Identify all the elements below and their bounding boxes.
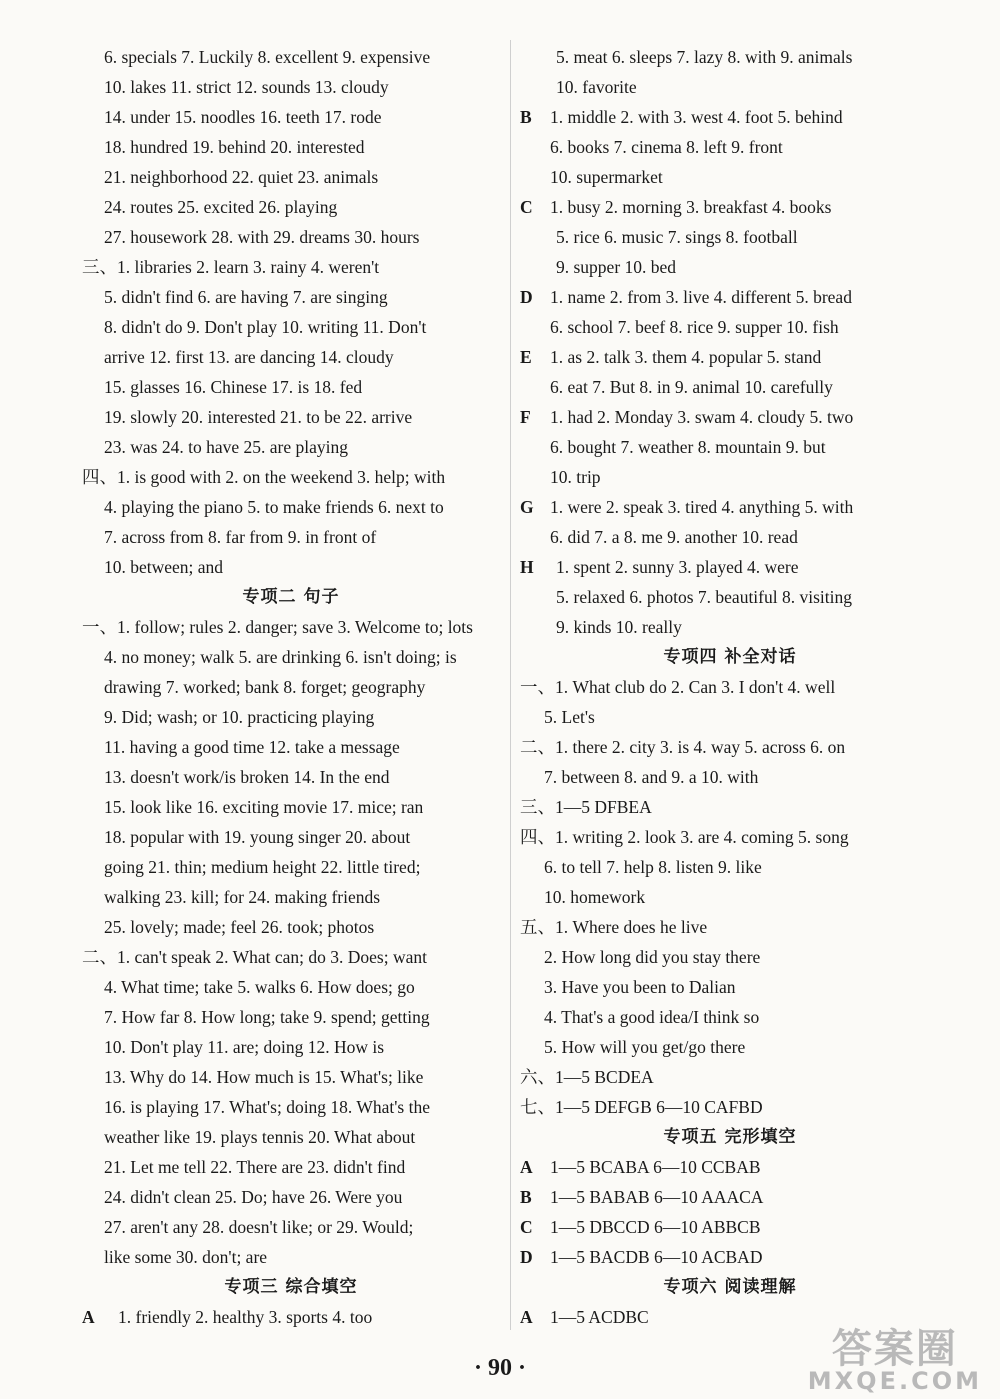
answer-text: 9. Did; wash; or 10. practicing playing [104,707,375,727]
part-marker: B [520,107,532,127]
answer-line [520,342,940,372]
part-marker: C [520,197,533,217]
answer-text: 13. doesn't work/is broken 14. In the end [104,767,390,787]
answer-line [520,1152,940,1182]
answer-text: 10. Don't play 11. are; doing 12. How is [104,1037,385,1057]
answer-line [520,522,940,552]
answer-text: 10. supermarket [550,167,663,187]
right-answer-column [520,42,940,1332]
answer-text: 7. between 8. and 9. a 10. with [544,767,759,787]
part-marker: B [520,1187,532,1207]
answer-line [520,72,940,102]
part-marker: H [520,557,534,577]
answer-text: 6. bought 7. weather 8. mountain 9. but [550,437,826,457]
answer-text: 三、1—5 DFBEA [520,797,652,817]
answer-text: 二、1. there 2. city 3. is 4. way 5. across 6. on [520,737,846,757]
answer-text: 四、1. writing 2. look 3. are 4. coming 5. song [520,827,849,847]
answer-line [82,102,500,132]
answer-line [520,1062,940,1092]
answer-text: 18. popular with 19. young singer 20. about [104,827,411,847]
answer-line [82,372,500,402]
answer-line [82,1122,500,1152]
answer-text: arrive 12. first 13. are dancing 14. cloudy [104,347,394,367]
answer-line [82,432,500,462]
answer-line [82,1002,500,1032]
answer-text: 21. Let me tell 22. There are 23. didn't find [104,1157,406,1177]
section-heading: 专项二 句子 [242,587,340,607]
answer-line [520,762,940,792]
section-heading: 专项六 阅读理解 [663,1277,797,1297]
answer-text: 5. relaxed 6. photos 7. beautiful 8. visiting [556,587,852,607]
answer-line [82,882,500,912]
answer-line [520,372,940,402]
answer-line [82,1152,500,1182]
section-heading: 专项五 完形填空 [663,1127,797,1147]
answer-line [82,732,500,762]
answer-text: drawing 7. worked; bank 8. forget; geography [104,677,426,697]
answer-text: 1. as 2. talk 3. them 4. popular 5. stand [550,347,822,367]
answer-line [520,462,940,492]
answer-line [82,522,500,552]
answer-text: 1. were 2. speak 3. tired 4. anything 5. with [550,497,854,517]
part-marker: A [520,1307,533,1327]
left-answer-column [82,42,500,1332]
part-marker: A [82,1307,95,1327]
answer-text: like some 30. don't; are [104,1247,268,1267]
answer-text: going 21. thin; medium height 22. little tired; [104,857,421,877]
answer-text: 1—5 DBCCD 6—10 ABBCB [550,1217,761,1237]
page-number: · 90 · [473,1355,526,1381]
site-watermark [807,1326,982,1395]
answer-text: 1. spent 2. sunny 3. played 4. were [556,557,799,577]
answer-text: 24. routes 25. excited 26. playing [104,197,338,217]
answer-line [82,402,500,432]
answer-line [82,792,500,822]
answer-text: 1—5 BCABA 6—10 CCBAB [550,1157,761,1177]
answer-line [82,192,500,222]
part-marker: E [520,347,532,367]
answer-line [82,132,500,162]
answer-text: 27. housework 28. with 29. dreams 30. hours [104,227,420,247]
answer-text: 1. busy 2. morning 3. breakfast 4. books [550,197,832,217]
answer-line [82,552,500,582]
answer-line [520,1182,940,1212]
answer-line [520,882,940,912]
answer-text: 5. How will you get/go there [544,1037,746,1057]
answer-text: 15. glasses 16. Chinese 17. is 18. fed [104,377,363,397]
answer-line [520,1242,940,1272]
answer-text: 9. kinds 10. really [556,617,682,637]
answer-text: 1. middle 2. with 3. west 4. foot 5. behind [550,107,843,127]
answer-line [82,252,500,282]
answer-text: 10. trip [550,467,601,487]
answer-line [82,912,500,942]
answer-text: 21. neighborhood 22. quiet 23. animals [104,167,379,187]
answer-line [82,462,500,492]
answer-line [520,432,940,462]
answer-text: 4. no money; walk 5. are drinking 6. isn't doing; is [104,647,457,667]
part-marker: A [520,1157,533,1177]
answer-line [82,492,500,522]
answer-text: 14. under 15. noodles 16. teeth 17. rode [104,107,382,127]
answer-text: 13. Why do 14. How much is 15. What's; like [104,1067,424,1087]
answer-line [520,222,940,252]
answer-line [520,402,940,432]
answer-text: 1—5 BACDB 6—10 ACBAD [550,1247,763,1267]
answer-text: 4. What time; take 5. walks 6. How does; go [104,977,415,997]
answer-line [520,672,940,702]
answer-line [82,612,500,642]
section-heading: 专项四 补全对话 [663,647,797,667]
part-marker: G [520,497,534,517]
answer-line [520,1092,940,1122]
answer-text: 七、1—5 DEFGB 6—10 CAFBD [520,1097,763,1117]
answer-text: 6. did 7. a 8. me 9. another 10. read [550,527,798,547]
answer-text: 6. school 7. beef 8. rice 9. supper 10. fish [550,317,839,337]
answer-text: 六、1—5 BCDEA [520,1067,654,1087]
part-marker: F [520,407,531,427]
answer-text: 10. lakes 11. strict 12. sounds 13. cloudy [104,77,389,97]
answer-text: 23. was 24. to have 25. are playing [104,437,348,457]
answer-text: 4. That's a good idea/I think so [544,1007,760,1027]
answer-line [82,342,500,372]
answer-line [520,702,940,732]
answer-text: 5. rice 6. music 7. sings 8. football [556,227,798,247]
answer-line [82,1242,500,1272]
answer-text: 18. hundred 19. behind 20. interested [104,137,365,157]
answer-text: 16. is playing 17. What's; doing 18. What's the [104,1097,430,1117]
answer-line [520,1032,940,1062]
answer-text: 4. playing the piano 5. to make friends 6. next to [104,497,444,517]
answer-line [82,222,500,252]
answer-text: 一、1. What club do 2. Can 3. I don't 4. well [520,677,836,697]
answer-line [520,102,940,132]
answer-line [520,792,940,822]
answer-text: 19. slowly 20. interested 21. to be 22. arrive [104,407,413,427]
answer-text: 二、1. can't speak 2. What can; do 3. Does; want [82,947,427,967]
answer-text: 25. lovely; made; feel 26. took; photos [104,917,375,937]
answer-text: 10. homework [544,887,646,907]
answer-line [82,762,500,792]
answer-text: 10. favorite [556,77,637,97]
answer-line [82,162,500,192]
answer-text: 5. meat 6. sleeps 7. lazy 8. with 9. animals [556,47,853,67]
answer-line [82,72,500,102]
answer-line [82,672,500,702]
section-heading: 专项三 综合填空 [224,1277,358,1297]
answer-text: 15. look like 16. exciting movie 17. mice; ran [104,797,424,817]
answer-line [520,42,940,72]
answer-text: 1. friendly 2. healthy 3. sports 4. too [118,1307,373,1327]
answer-line [520,1212,940,1242]
answer-text: 6. books 7. cinema 8. left 9. front [550,137,783,157]
answer-line [520,612,940,642]
answer-text: 四、1. is good with 2. on the weekend 3. help; with [82,467,446,487]
answer-line [520,1002,940,1032]
answer-line [82,822,500,852]
part-marker: C [520,1217,533,1237]
answer-line [82,1032,500,1062]
answer-line [82,642,500,672]
answer-text: 6. specials 7. Luckily 8. excellent 9. expensive [104,47,431,67]
answer-text: 三、1. libraries 2. learn 3. rainy 4. weren't [82,257,380,277]
answer-line [520,192,940,222]
answer-text: 1. name 2. from 3. live 4. different 5. bread [550,287,852,307]
answer-text: 1. had 2. Monday 3. swam 4. cloudy 5. two [550,407,854,427]
answer-text: 一、1. follow; rules 2. danger; save 3. Welcome to; lots [82,617,473,637]
answer-text: 24. didn't clean 25. Do; have 26. Were you [104,1187,403,1207]
watermark-url-text: MXQE.COM [807,1367,982,1395]
answer-text: 1—5 ACDBC [550,1307,649,1327]
answer-text: 9. supper 10. bed [556,257,677,277]
answer-text: 6. to tell 7. help 8. listen 9. like [544,857,762,877]
part-marker: D [520,287,533,307]
answer-text: 5. Let's [544,707,595,727]
answer-text: 7. across from 8. far from 9. in front of [104,527,377,547]
answer-line [82,852,500,882]
answer-line [520,582,940,612]
answer-line [520,312,940,342]
answer-line [82,282,500,312]
answer-line [82,702,500,732]
answer-line [82,312,500,342]
answer-line [82,972,500,1002]
answer-line [520,552,940,582]
answer-text: 6. eat 7. But 8. in 9. animal 10. carefully [550,377,833,397]
answer-text: weather like 19. plays tennis 20. What about [104,1127,416,1147]
answer-line [520,822,940,852]
answer-line [82,1212,500,1242]
answer-line [82,942,500,972]
answer-line [520,942,940,972]
answer-text: 7. How far 8. How long; take 9. spend; getting [104,1007,430,1027]
answer-text: 8. didn't do 9. Don't play 10. writing 11. Don't [104,317,427,337]
answer-line [520,162,940,192]
answer-line [520,972,940,1002]
answer-text: 2. How long did you stay there [544,947,761,967]
answer-text: 27. aren't any 28. doesn't like; or 29. Would; [104,1217,414,1237]
answer-line [82,42,500,72]
answer-line [82,1092,500,1122]
answer-text: 五、1. Where does he live [520,917,708,937]
answer-text: 11. having a good time 12. take a message [104,737,400,757]
answer-line [520,852,940,882]
answer-line [82,1062,500,1092]
answer-line [82,1182,500,1212]
answer-line [520,132,940,162]
part-marker: D [520,1247,533,1267]
column-divider [510,40,511,1330]
answer-line [520,282,940,312]
answer-line [520,912,940,942]
answer-line [520,732,940,762]
answer-text: 10. between; and [104,557,224,577]
answer-text: 1—5 BABAB 6—10 AAACA [550,1187,764,1207]
answer-text: walking 23. kill; for 24. making friends [104,887,381,907]
answer-text: 3. Have you been to Dalian [544,977,736,997]
answer-line [82,1302,500,1332]
answer-line [520,492,940,522]
answer-line [520,252,940,282]
answer-text: 5. didn't find 6. are having 7. are singing [104,287,388,307]
watermark-logo-text: 答案圈 [831,1326,958,1372]
